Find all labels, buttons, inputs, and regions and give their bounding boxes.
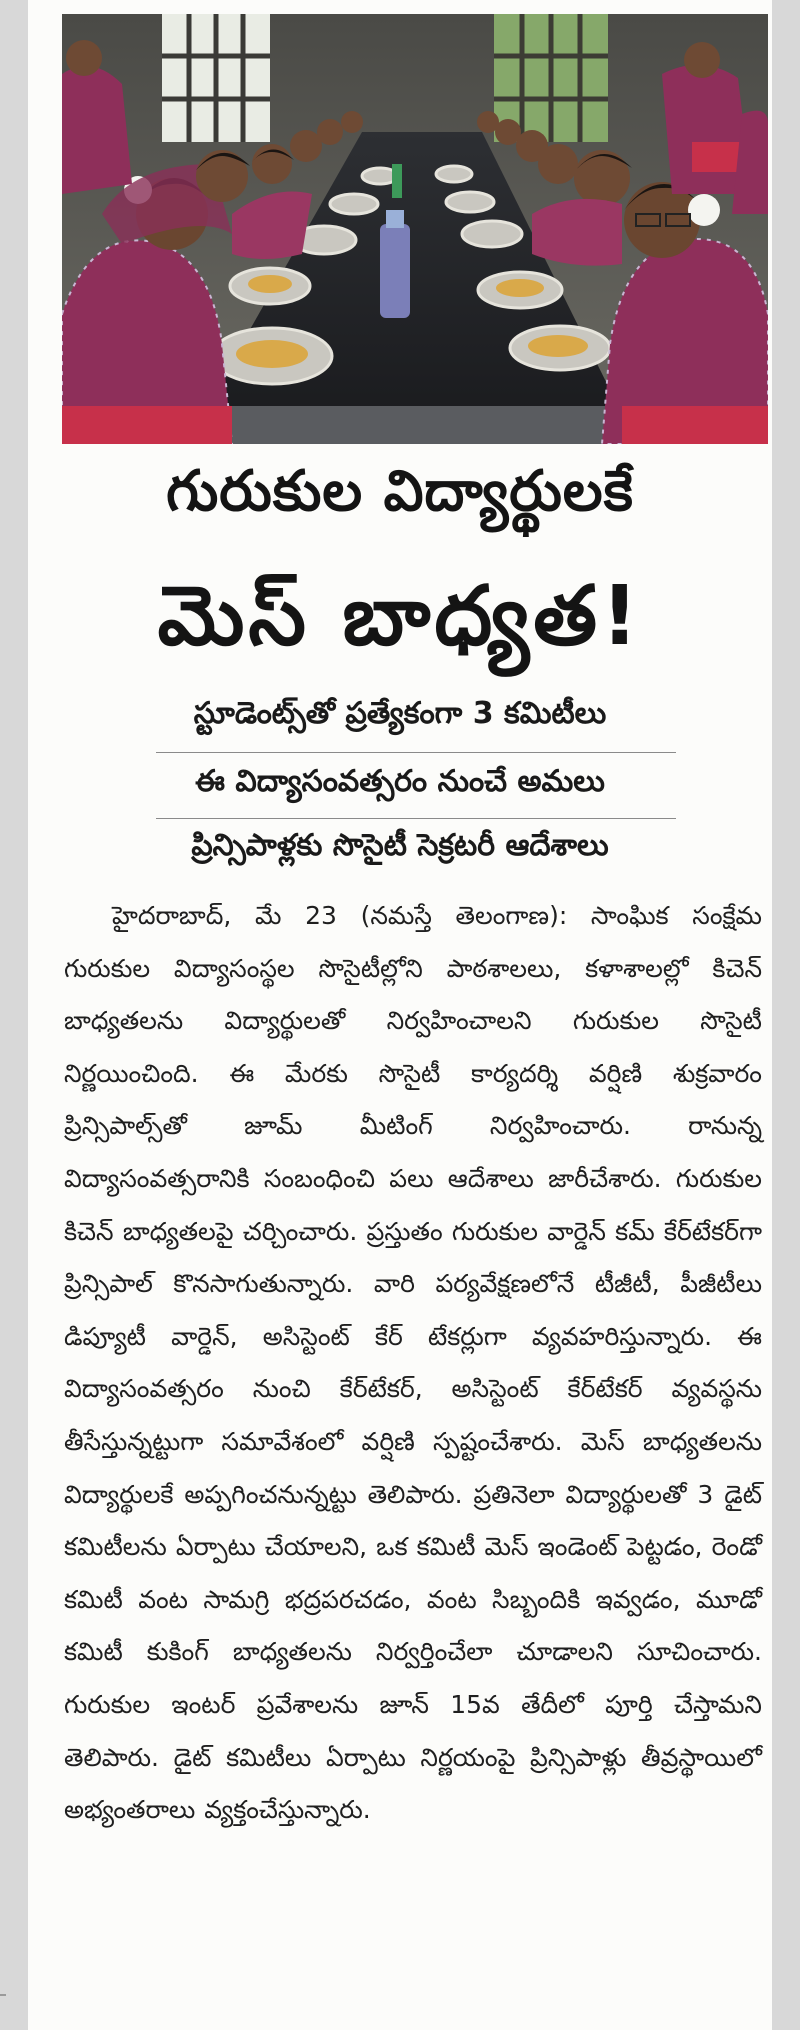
margin-mark xyxy=(0,1994,6,1996)
headline-line-2: మెస్ బాధ్యత! xyxy=(157,569,643,664)
water-bottle xyxy=(380,224,410,318)
subheading-divider xyxy=(156,818,676,819)
subheading-divider xyxy=(156,752,676,753)
article-photo xyxy=(62,14,768,444)
subheading-2: ఈ విద్యాసంవత్సరం నుంచే అమలు xyxy=(195,764,605,799)
newspaper-clipping xyxy=(28,0,772,2030)
subheading-3: ప్రిన్సిపాళ్లకు సొసైటీ సెక్రటరీ ఆదేశాలు xyxy=(191,828,609,863)
students-dining-photo-icon xyxy=(62,14,768,444)
article-body: హైదరాబాద్, మే 23 (నమస్తే తెలంగాణ): సాంఘిక సంక్షేమ గురుకుల విద్యాసంస్థల సొసైటీల్లోని పాఠశాలలు, కళాశాలల్లో కిచెన్ బాధ్యతలను విద్యార్థులతో నిర్వహించాలని గురుకుల సొసైటీ నిర్ణయించింది. ఈ మేరకు సొసైటీ కార్యదర్శి వర్షిణి శుక్రవారం ప్రిన్సిపాల్స్‌తో జూమ్ మీటింగ్ నిర్వహించారు. రానున్న విద్యాసంవత్సరానికి సంబంధించి పలు ఆదేశాలు జారీచేశారు. గురుకుల కిచెన్ బాధ్యతలపై చర్చించారు. ప్రస్తుతం గురుకుల వార్డెన్ కమ్ కేర్‌టేకర్‌గా ప్రిన్సిపాల్ కొనసాగుతున్నారు. వారి పర్యవేక్షణలోనే టీజీటీ, పీజీటీలు డిప్యూటీ వార్డెన్, అసిస్టెంట్ కేర్ టేకర్లుగా వ్యవహరిస్తున్నారు. ఈ విద్యాసంవత్సరం నుంచి కేర్‌టేకర్, అసిస్టెంట్ కేర్‌టేకర్ వ్యవస్థను తీసేస్తున్నట్టుగా సమావేశంలో వర్షిణి స్పష్టంచేశారు. మెస్ బాధ్యతలను విద్యార్థులకే అప్పగించనున్నట్టు తెలిపారు. ప్రతినెలా విద్యార్థులతో 3 డైట్ కమిటీలను ఏర్పాటు చేయాలని, ఒక కమిటీ మెస్ ఇండెంట్ పెట్టడం, రెండో కమిటీ వంట సామగ్రి భద్రపరచడం, వంట సిబ్బందికి ఇవ్వడం, మూడో కమిటీ కుకింగ్ బాధ్యతలను నిర్వర్తించేలా చూడాలని సూచించారు. గురుకుల ఇంటర్ ప్రవేశాలను జూన్ 15వ తేదీలో పూర్తి చేస్తామని తెలిపారు. డైట్ కమిటీలు ఏర్పాటు నిర్ణయంపై ప్రిన్సిపాళ్లు తీవ్రస్థాయిలో అభ్యంతరాలు వ్యక్తంచేస్తున్నారు. xyxy=(64,901,762,1825)
headline-line-1: గురుకుల విద్యార్థులకే xyxy=(166,459,634,524)
subheading-1: స్టూడెంట్స్‌తో ప్రత్యేకంగా 3 కమిటీలు xyxy=(193,696,607,731)
